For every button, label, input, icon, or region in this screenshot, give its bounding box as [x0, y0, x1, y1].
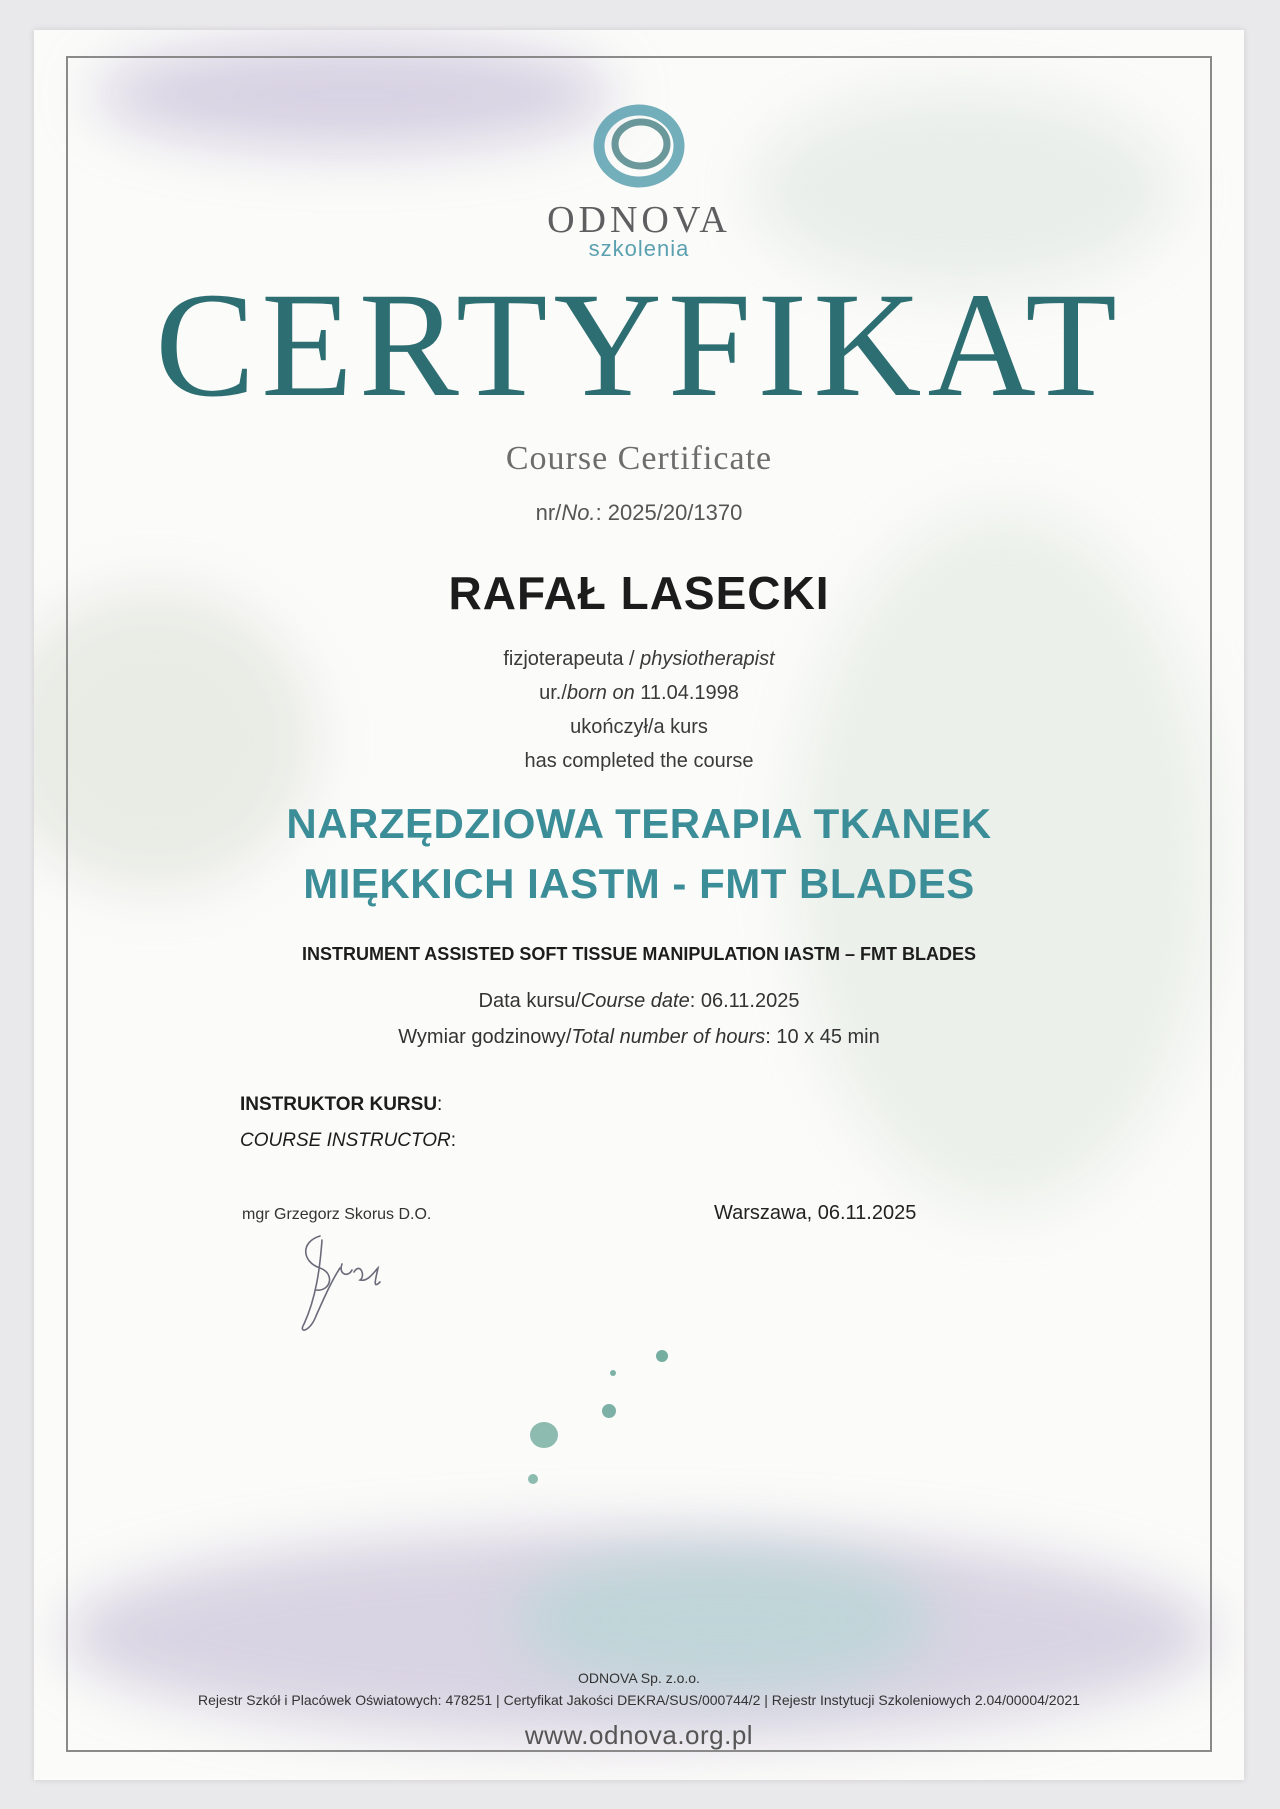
recipient-name: RAFAŁ LASECKI — [448, 567, 830, 619]
certificate-title: CERTYFIKAT — [155, 262, 1123, 428]
instructor-name: mgr Grzegorz Skorus D.O. — [242, 1206, 432, 1223]
place-and-date: Warszawa, 06.11.2025 — [714, 1202, 917, 1224]
instructor-signature — [290, 1228, 400, 1338]
certificate-subtitle: Course Certificate — [505, 440, 773, 477]
footer-website: www.odnova.org.pl — [524, 1720, 754, 1750]
course-title-line2: MIĘKKICH IASTM - FMT BLADES — [303, 860, 975, 907]
course-title-en: INSTRUMENT ASSISTED SOFT TISSUE MANIPULATION IASTM – FMT BLADES — [301, 944, 976, 964]
odnova-logo-icon — [586, 96, 692, 196]
footer-company: ODNOVA Sp. z.o.o. — [578, 1670, 700, 1686]
instructor-label-pl: INSTRUKTOR KURSU: — [240, 1094, 443, 1115]
recipient-profession: fizjoterapeuta / physiotherapist — [503, 648, 775, 670]
certificate-sheet — [34, 30, 1244, 1780]
completed-label-en: has completed the course — [524, 750, 754, 772]
logo-subtitle: szkolenia — [588, 236, 690, 261]
completed-label-pl: ukończył/a kurs — [570, 716, 708, 738]
instructor-label-en: COURSE INSTRUCTOR: — [240, 1130, 457, 1151]
footer-registry: Rejestr Szkół i Placówek Oświatowych: 478251 | Certyfikat Jakości DEKRA/SUS/000744/2 | Rejestr Instytucji Szkoleniowych 2.04/00004/2021 — [198, 1692, 1080, 1708]
recipient-birthdate: ur./born on 11.04.1998 — [539, 682, 739, 704]
certificate-number: nr/No.: 2025/20/1370 — [535, 500, 743, 525]
logo-brand: ODNOVA — [547, 199, 731, 241]
course-hours: Wymiar godzinowy/Total number of hours: 10 x 45 min — [398, 1026, 880, 1048]
course-date: Data kursu/Course date: 06.11.2025 — [478, 990, 800, 1012]
course-title-line1: NARZĘDZIOWA TERAPIA TKANEK — [286, 800, 992, 847]
